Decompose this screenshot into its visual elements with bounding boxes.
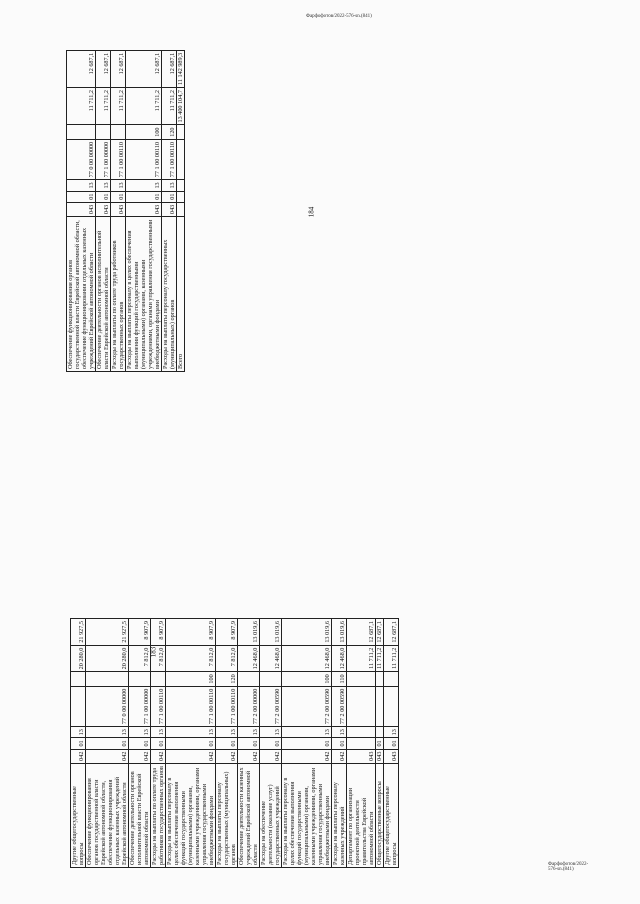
document-stamp: Фарфофотов/2022-576-sn.(841) <box>306 14 372 19</box>
code-expense-type: 120 <box>162 125 177 139</box>
table-row <box>177 50 185 371</box>
table-row <box>238 619 260 868</box>
code-section: 01 <box>96 191 111 202</box>
code-section: 01 <box>282 738 332 749</box>
code-expense-type <box>86 672 129 686</box>
value-year-2: 12 687,1 <box>67 50 96 87</box>
code-ministry: 043 <box>347 749 376 763</box>
row-name: Обеспечение деятельности органов исполнительной власти Еврейской автономной области <box>96 217 111 372</box>
page-number: 184 <box>307 206 316 218</box>
table-row <box>151 619 166 868</box>
code-section: 01 <box>376 738 384 749</box>
table-row <box>216 619 238 868</box>
code-expense-type <box>129 672 151 686</box>
code-subsection: 13 <box>129 727 151 738</box>
code-target: 77 2 00 00590 <box>282 686 332 727</box>
value-year-2: 11 142 989,3 <box>177 50 185 87</box>
code-expense-type: 110 <box>332 672 347 686</box>
row-name: Расходы на выплаты персоналу в целях обеспечения выполнения функций государственными (муниципальными) органами, казенными учреждениями, органами управления государственными внебюджетными фондами <box>126 217 162 372</box>
value-year-1: 12 468,0 <box>332 645 347 672</box>
value-year-1: 13 400 104,7 <box>177 88 185 125</box>
table-row <box>126 50 162 371</box>
value-year-2: 8 907,9 <box>216 619 238 646</box>
code-subsection: 13 <box>260 727 282 738</box>
row-name: Расходы на выплаты персоналу государственных (муниципальных) органов <box>216 763 238 867</box>
code-target <box>71 686 86 727</box>
code-ministry: 043 <box>111 202 126 216</box>
code-ministry: 043 <box>162 202 177 216</box>
code-subsection: 13 <box>166 727 216 738</box>
row-name: Расходы на выплаты по оплате труда работников государственных органов <box>111 217 126 372</box>
value-year-2: 12 687,1 <box>126 50 162 87</box>
code-section: 01 <box>151 738 166 749</box>
value-year-2: 12 687,1 <box>96 50 111 87</box>
value-year-2: 8 907,9 <box>166 619 216 646</box>
value-year-2: 13 019,6 <box>260 619 282 646</box>
code-section: 01 <box>126 191 162 202</box>
code-expense-type: 120 <box>216 672 238 686</box>
value-year-1: 7 812,0 <box>151 645 166 672</box>
row-name: Обеспечение функционирования органов государственной власти Еврейской автономной области, обеспечение функционирования отдельных казенных учреждений Еврейской автономной области <box>67 217 96 372</box>
value-year-2: 8 907,9 <box>129 619 151 646</box>
code-ministry: 042 <box>216 749 238 763</box>
code-section: 01 <box>162 191 177 202</box>
code-subsection: 13 <box>96 180 111 191</box>
code-ministry: 042 <box>332 749 347 763</box>
code-ministry: 042 <box>238 749 260 763</box>
code-ministry: 042 <box>151 749 166 763</box>
code-ministry: 043 <box>376 749 384 763</box>
value-year-1: 11 711,2 <box>376 645 384 672</box>
code-section: 01 <box>71 738 86 749</box>
table-row <box>162 50 177 371</box>
row-name: Другие общегосударственные вопросы <box>71 763 86 867</box>
code-expense-type <box>67 125 96 139</box>
code-subsection: 13 <box>86 727 129 738</box>
value-year-1: 7 812,0 <box>166 645 216 672</box>
code-expense-type <box>238 672 260 686</box>
page-number: 183 <box>149 646 158 658</box>
code-ministry: 042 <box>260 749 282 763</box>
code-target: 77 2 00 00000 <box>238 686 260 727</box>
code-subsection: 13 <box>384 727 399 738</box>
code-target: 77 2 00 00590 <box>260 686 282 727</box>
code-expense-type <box>111 125 126 139</box>
code-section: 01 <box>216 738 238 749</box>
code-expense-type: 100 <box>126 125 162 139</box>
value-year-1: 11 711,2 <box>162 88 177 125</box>
value-year-1: 11 711,2 <box>111 88 126 125</box>
value-year-1: 12 468,0 <box>282 645 332 672</box>
value-year-2: 21 927,5 <box>71 619 86 646</box>
row-name: Обеспечение деятельности органов исполнительной власти Еврейской автономной области <box>129 763 151 867</box>
value-year-2: 21 927,5 <box>86 619 129 646</box>
code-subsection: 13 <box>151 727 166 738</box>
code-section: 01 <box>332 738 347 749</box>
code-section: 01 <box>67 191 96 202</box>
row-name: Расходы на выплаты по оплате труда работников государственных органов <box>151 763 166 867</box>
table-row <box>129 619 151 868</box>
code-subsection: 13 <box>332 727 347 738</box>
code-target: 77 0 00 00000 <box>67 139 96 180</box>
value-year-1: 7 812,0 <box>216 645 238 672</box>
code-section: 01 <box>166 738 216 749</box>
code-ministry: 042 <box>166 749 216 763</box>
code-expense-type <box>96 125 111 139</box>
code-target: 77 1 00 00110 <box>126 139 162 180</box>
code-section: 01 <box>111 191 126 202</box>
code-target: 77 1 00 00000 <box>96 139 111 180</box>
value-year-2: 13 019,6 <box>282 619 332 646</box>
table-row <box>71 619 86 868</box>
code-target: 77 1 00 00110 <box>216 686 238 727</box>
code-subsection: 13 <box>238 727 260 738</box>
table-row <box>111 50 126 371</box>
code-target: 77 0 00 00000 <box>86 686 129 727</box>
row-name: Расходы на выплаты персоналу в целях обеспечения выполнения функций государственными (муниципальными) органами, казенными учреждениями, органами управления государственными внебюджетными фондами <box>166 763 216 867</box>
code-section: 01 <box>238 738 260 749</box>
code-ministry: 043 <box>96 202 111 216</box>
value-year-1: 20 280,0 <box>86 645 129 672</box>
code-ministry <box>177 202 185 216</box>
code-section: 01 <box>260 738 282 749</box>
budget-table-right <box>66 50 185 372</box>
row-name: Обеспечение деятельности казенных учреждений Еврейской автономной области <box>238 763 260 867</box>
row-name: Департамент по организации проектной деятельности правительства Еврейской автономной области <box>347 763 376 867</box>
code-expense-type: 100 <box>166 672 216 686</box>
row-name: Другие общегосударственные вопросы <box>384 763 399 867</box>
row-name: Расходы на выплаты персоналу казенных учреждений <box>332 763 347 867</box>
row-name: Обеспечение функционирования органов государственной власти Еврейской автономной области, обеспечение функционирования отдельных казенных учреждений Еврейской автономной области <box>86 763 129 867</box>
code-subsection: 13 <box>162 180 177 191</box>
code-expense-type <box>151 672 166 686</box>
code-subsection: 13 <box>71 727 86 738</box>
code-ministry: 042 <box>71 749 86 763</box>
code-subsection: 13 <box>282 727 332 738</box>
value-year-2: 13 019,6 <box>332 619 347 646</box>
code-ministry: 043 <box>67 202 96 216</box>
value-year-1: 20 280,0 <box>71 645 86 672</box>
row-name: Расходы на выплаты персоналу в целях обеспечения выполнения функций государственными (муниципальными) органами, казенными учреждениями, органами управления государственными внебюджетными фондами <box>282 763 332 867</box>
code-subsection: 13 <box>111 180 126 191</box>
value-year-2: 12 687,1 <box>162 50 177 87</box>
table-row <box>67 50 96 371</box>
code-target: 77 1 00 00000 <box>129 686 151 727</box>
value-year-2: 12 687,1 <box>347 619 376 646</box>
value-year-1: 11 711,2 <box>347 645 376 672</box>
value-year-2: 12 687,1 <box>111 50 126 87</box>
code-subsection: 13 <box>126 180 162 191</box>
value-year-1: 11 711,2 <box>67 88 96 125</box>
code-subsection <box>177 180 185 191</box>
value-year-1: 12 468,0 <box>238 645 260 672</box>
table-row <box>260 619 282 868</box>
code-target: 77 1 00 00110 <box>111 139 126 180</box>
value-year-1: 11 711,2 <box>126 88 162 125</box>
table-row <box>166 619 216 868</box>
code-expense-type: 100 <box>282 672 332 686</box>
code-target: 77 1 00 00110 <box>166 686 216 727</box>
code-ministry: 042 <box>282 749 332 763</box>
code-ministry: 042 <box>86 749 129 763</box>
row-name: Расходы на выплаты персоналу государственных (муниципальных) органов <box>162 217 177 372</box>
row-name: Расходы на обеспечение деятельности (оказание услуг) государственных учреждений <box>260 763 282 867</box>
code-subsection: 13 <box>216 727 238 738</box>
document-stamp: Фарфофотов/2022-576-sn.(841) <box>548 862 589 872</box>
value-year-2: 13 019,6 <box>238 619 260 646</box>
code-section: 01 <box>129 738 151 749</box>
code-section: 01 <box>384 738 399 749</box>
value-year-2: 12 687,1 <box>376 619 384 646</box>
code-target: 77 1 00 00110 <box>151 686 166 727</box>
row-name: Всего <box>177 217 185 372</box>
value-year-2: 8 907,9 <box>151 619 166 646</box>
code-expense-type <box>177 125 185 139</box>
row-name: Общегосударственные вопросы <box>376 763 384 867</box>
table-row <box>86 619 129 868</box>
code-target <box>177 139 185 180</box>
code-subsection: 13 <box>67 180 96 191</box>
code-ministry: 042 <box>129 749 151 763</box>
code-section: 01 <box>86 738 129 749</box>
code-ministry: 043 <box>126 202 162 216</box>
value-year-1: 7 812,0 <box>129 645 151 672</box>
code-ministry: 043 <box>384 749 399 763</box>
code-section <box>177 191 185 202</box>
value-year-1: 12 468,0 <box>260 645 282 672</box>
code-expense-type <box>71 672 86 686</box>
table-row <box>96 50 111 371</box>
value-year-1: 11 711,2 <box>384 645 399 672</box>
value-year-1: 11 711,2 <box>96 88 111 125</box>
code-target: 77 2 00 00590 <box>332 686 347 727</box>
value-year-2: 12 687,1 <box>384 619 399 646</box>
code-target: 77 1 00 00110 <box>162 139 177 180</box>
code-expense-type <box>260 672 282 686</box>
